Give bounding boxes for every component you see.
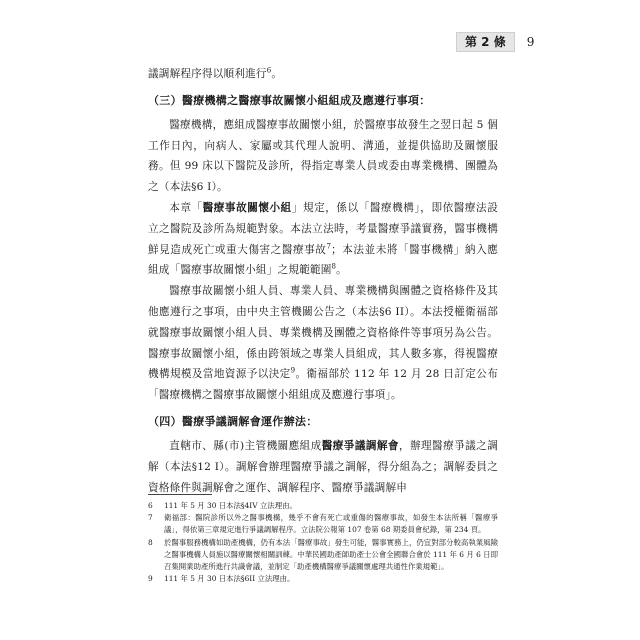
paragraph: 醫療事故關懷小組人員、專業人員、專業機構與團體之資格條件及其他應遵行之事項，由中央主管機關公告之（本法§6 II）。本法授權衛福部就醫療事故關懷小組人員、專業機構及團體之資格條件等事項另為公告。醫療事故關懷小組，係由跨領域之專業人員組成，其人數多寡，得視醫療機構規模及當地資源予以決定$^9$。衛福部於 112 年 12 月 28 日訂定公布「醫療機構之醫療事故關懷小組組成及應遵行事項」。 — [148, 285, 498, 402]
footnote-text: 111 年 5 月 30 日本法§6II 立法理由。 — [164, 574, 295, 584]
running-header — [456, 32, 534, 52]
footnote-ref: 7 — [326, 242, 332, 251]
page-number: 9 — [526, 35, 535, 49]
bold-term: 醫療事故關懷小組 — [202, 201, 292, 214]
footnote-number: 8 — [148, 537, 153, 547]
section-heading-3: （三）醫療機構之醫療事故關懷小組組成及應遵行事項： — [148, 93, 431, 107]
footnote — [148, 537, 498, 574]
paragraph: 醫療機構，應組成醫療事故關懷小組，於醫療事故發生之翌日起 5 個工作日內，向病人、家屬或其代理人說明、溝通，並提供協助及關懷服務。但 99 床以下醫院及診所，得指定專業人員或委由專業機構、團體為之（本法§6 I）。 — [148, 118, 498, 194]
footnote — [148, 500, 498, 512]
footnote-number: 7 — [148, 513, 153, 523]
paragraph-continuation: 議調解程序得以順利進行$^6$。 — [148, 66, 283, 80]
footnote-number: 9 — [148, 574, 153, 584]
paragraph: 本章「醫療事故關懷小組」規定，係以「醫療機構」，即依醫療法設立之醫院及診所為規範對象。本法立法時，考量醫療爭議實務，醫事機構鮮見造成死亡或重大傷害之醫療事故$^7$；本法並未將「醫事機構」納入應組成「醫療事故關懷小組」之規範範圍$^8$。 — [148, 201, 499, 277]
footnote-text: 111 年 5 月 30 日本法§4IV 立法理由。 — [164, 501, 297, 510]
paragraph: 直轄市、縣(市)主管機關應組成醫療爭議調解會，辦理醫療爭議之調解（本法§12 I）。調解會辦理醫療爭議之調解，得分組為之；調解委員之資格條件與調解會之運作、調解程序、醫療爭議調解申 — [148, 439, 498, 494]
footnote-ref: 9 — [290, 366, 296, 375]
bold-term: 醫療爭議調解會 — [321, 439, 399, 452]
footnote-separator — [148, 494, 212, 495]
footnote-ref: 8 — [331, 262, 337, 271]
body-text — [148, 64, 498, 498]
chapter-tab: 第 2 條 — [456, 32, 515, 52]
section-heading-4: （四）醫療爭議調解會運作辦法： — [148, 414, 318, 428]
footnote — [148, 573, 498, 585]
footnote-number: 6 — [148, 501, 153, 510]
footnotes — [148, 500, 498, 585]
footnote-ref: 6 — [266, 66, 272, 75]
footnote-text: 衛福部：醫院診所以外之醫事機構，幾乎不會有死亡或重傷的醫療事故，如發生本法所稱「醫療爭議」，得依第三章規定進行爭議調解程序。立法院公報第 107 卷第 68 期委員會紀錄，第 234 頁。 — [164, 513, 498, 535]
footnote — [148, 512, 498, 536]
footnote-text: 於醫事服務機構如助產機構，仍有本法「醫療事故」發生可能，醫事實務上，仍宜對部分較高執業風險之醫事機構人員施以醫療關懷相關訓練。中華民國助產師助產士公會全國聯合會於 111 年 6 月 6 日即召集開業助產所進行共識會議，並制定「助產機構醫療爭議關懷處理共通性作業規範」。 — [164, 537, 498, 572]
